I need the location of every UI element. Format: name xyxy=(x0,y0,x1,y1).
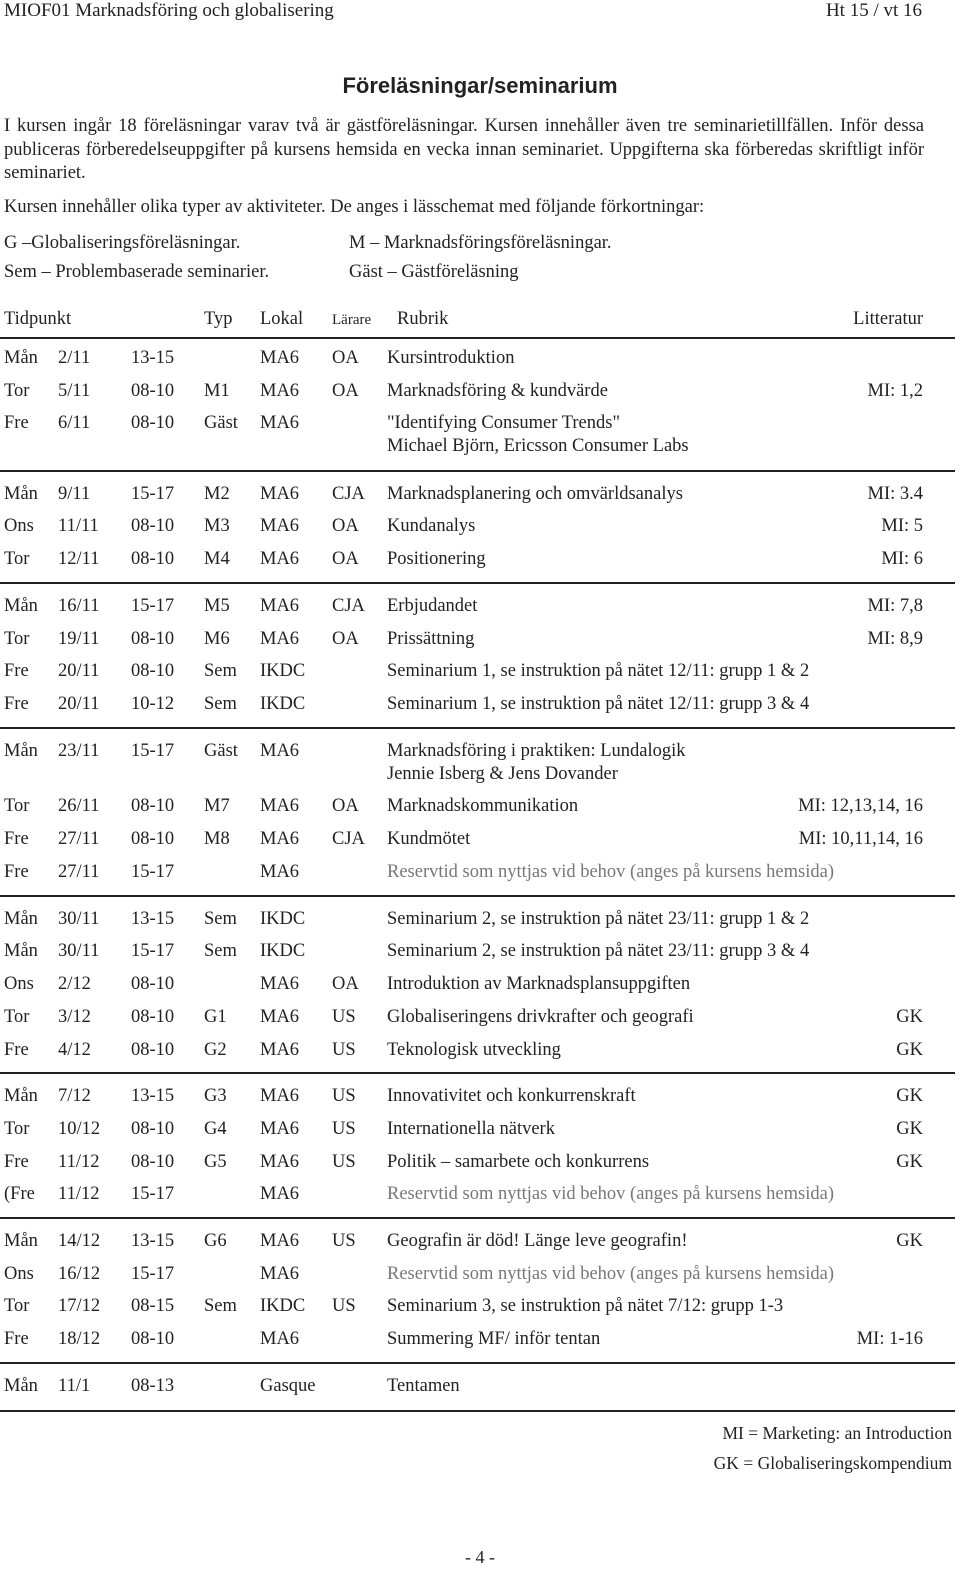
cell-lokal: MA6 xyxy=(260,348,300,368)
table-row xyxy=(0,1152,960,1178)
footnote-gk: GK = Globaliseringskompendium xyxy=(713,1453,952,1473)
cell-lokal: MA6 xyxy=(260,629,300,649)
cell-type: M8 xyxy=(204,829,230,849)
cell-rubrik xyxy=(387,829,470,850)
cell-rubrik xyxy=(387,1007,694,1028)
cell-litteratur: MI: 8,9 xyxy=(867,629,923,649)
cell-day: Ons xyxy=(4,1264,34,1284)
cell-time: 08-10 xyxy=(131,549,175,569)
cell-time: 08-10 xyxy=(131,1152,175,1172)
cell-time: 15-17 xyxy=(131,941,175,961)
cell-lokal: IKDC xyxy=(260,1296,306,1316)
cell-type: M7 xyxy=(204,796,230,816)
cell-day: Tor xyxy=(4,1007,30,1027)
cell-litteratur: MI: 10,11,14, 16 xyxy=(798,829,923,849)
table-rule xyxy=(0,727,955,729)
table-rule xyxy=(0,337,955,339)
cell-date: 4/12 xyxy=(58,1040,91,1060)
table-row xyxy=(0,1231,960,1257)
cell-time: 08-10 xyxy=(131,413,175,433)
table-row xyxy=(0,1329,960,1355)
cell-date: 30/11 xyxy=(58,909,100,929)
cell-day: Fre xyxy=(4,1040,29,1060)
cell-day: Fre xyxy=(4,1329,29,1349)
cell-date: 9/11 xyxy=(58,484,91,504)
cell-rubrik xyxy=(387,1296,783,1317)
cell-larare: US xyxy=(332,1296,356,1316)
table-row xyxy=(0,549,960,575)
table-row xyxy=(0,829,960,855)
cell-litteratur: MI: 1-16 xyxy=(856,1329,923,1349)
cell-larare: OA xyxy=(332,796,359,816)
cell-type: Sem xyxy=(204,1296,237,1316)
cell-day: Fre xyxy=(4,661,29,681)
cell-larare: US xyxy=(332,1152,356,1172)
cell-larare: OA xyxy=(332,516,359,536)
cell-time: 08-10 xyxy=(131,829,175,849)
cell-lokal: MA6 xyxy=(260,596,300,616)
cell-day: Fre xyxy=(4,694,29,714)
rubrik-text: Marknadskommunikation xyxy=(387,796,579,816)
cell-time: 13-15 xyxy=(131,348,175,368)
cell-lokal: MA6 xyxy=(260,1231,300,1251)
rubrik-text: Marknadsföring & kundvärde xyxy=(387,381,608,401)
cell-day: (Fre xyxy=(4,1184,35,1204)
cell-day: Tor xyxy=(4,1119,30,1139)
cell-time: 15-17 xyxy=(131,741,175,761)
table-row xyxy=(0,1264,960,1290)
cell-rubrik xyxy=(387,661,809,682)
cell-time: 15-17 xyxy=(131,596,175,616)
cell-time: 13-15 xyxy=(131,909,175,929)
cell-day: Ons xyxy=(4,974,34,994)
cell-larare: CJA xyxy=(332,596,365,616)
cell-type: M3 xyxy=(204,516,230,536)
rubrik-text: "Identifying Consumer Trends" xyxy=(387,413,620,433)
cell-litteratur: MI: 6 xyxy=(881,549,923,569)
header-larare: Lärare xyxy=(332,312,372,328)
cell-day: Mån xyxy=(4,1231,38,1251)
cell-type: M2 xyxy=(204,484,230,504)
cell-larare: US xyxy=(332,1040,356,1060)
cell-lokal: IKDC xyxy=(260,661,306,681)
cell-litteratur: GK xyxy=(896,1040,923,1060)
cell-rubrik xyxy=(387,484,683,505)
abbr-m: M – Marknadsföringsföreläsningar. xyxy=(349,233,612,253)
rubrik-text: Internationella nätverk xyxy=(387,1119,555,1139)
cell-larare: CJA xyxy=(332,484,365,504)
table-row xyxy=(0,661,960,687)
table-row xyxy=(0,694,960,720)
cell-time: 15-17 xyxy=(131,1184,175,1204)
cell-lokal: MA6 xyxy=(260,829,300,849)
cell-lokal: MA6 xyxy=(260,1184,300,1204)
table-row xyxy=(0,941,960,967)
cell-day: Mån xyxy=(4,596,38,616)
rubrik-text: Teknologisk utveckling xyxy=(387,1040,561,1060)
table-row xyxy=(0,796,960,822)
rubrik-text: Summering MF/ inför tentan xyxy=(387,1329,601,1349)
cell-time: 08-10 xyxy=(131,796,175,816)
table-row xyxy=(0,741,960,784)
header-typ: Typ xyxy=(204,309,233,329)
cell-time: 08-10 xyxy=(131,1119,175,1139)
table-row xyxy=(0,413,960,456)
cell-rubrik xyxy=(387,862,834,883)
cell-lokal: MA6 xyxy=(260,549,300,569)
cell-rubrik xyxy=(387,348,514,369)
cell-date: 6/11 xyxy=(58,413,91,433)
cell-day: Mån xyxy=(4,484,38,504)
cell-larare: US xyxy=(332,1119,356,1139)
page-title: Föreläsningar/seminarium xyxy=(342,73,618,98)
cell-rubrik xyxy=(387,1231,687,1252)
table-row xyxy=(0,596,960,622)
cell-rubrik xyxy=(387,1040,561,1061)
cell-rubrik xyxy=(387,1264,834,1285)
cell-larare: OA xyxy=(332,549,359,569)
cell-type: G2 xyxy=(204,1040,227,1060)
table-row xyxy=(0,1184,960,1210)
cell-time: 13-15 xyxy=(131,1231,175,1251)
cell-date: 17/12 xyxy=(58,1296,101,1316)
cell-rubrik xyxy=(387,796,578,817)
cell-type: M5 xyxy=(204,596,230,616)
cell-lokal: MA6 xyxy=(260,1329,300,1349)
rubrik-text: Politik – samarbete och konkurrens xyxy=(387,1152,650,1172)
table-rule xyxy=(0,1410,955,1412)
rubrik-text: Seminarium 1, se instruktion på nätet 12/11: grupp 3 & 4 xyxy=(387,694,810,714)
rubrik-text: Seminarium 2, se instruktion på nätet 23/11: grupp 3 & 4 xyxy=(387,941,810,961)
table-row xyxy=(0,484,960,510)
cell-time: 08-10 xyxy=(131,381,175,401)
cell-date: 11/12 xyxy=(58,1184,100,1204)
table-row xyxy=(0,974,960,1000)
cell-lokal: MA6 xyxy=(260,741,300,761)
cell-date: 11/11 xyxy=(58,516,99,536)
cell-type: Sem xyxy=(204,661,237,681)
cell-rubrik xyxy=(387,941,809,962)
cell-day: Mån xyxy=(4,1086,38,1106)
cell-date: 5/11 xyxy=(58,381,91,401)
cell-rubrik xyxy=(387,1376,460,1397)
cell-litteratur: GK xyxy=(896,1086,923,1106)
cell-date: 18/12 xyxy=(58,1329,101,1349)
cell-day: Fre xyxy=(4,413,29,433)
cell-litteratur: MI: 5 xyxy=(881,516,923,536)
cell-time: 08-10 xyxy=(131,516,175,536)
rubrik-text: Marknadsplanering och omvärldsanalys xyxy=(387,484,683,504)
table-rule xyxy=(0,470,955,472)
table-row xyxy=(0,1119,960,1145)
table-row xyxy=(0,1007,960,1033)
cell-date: 20/11 xyxy=(58,694,100,714)
cell-type: Gäst xyxy=(204,413,238,433)
table-header xyxy=(0,309,960,335)
cell-rubrik xyxy=(387,741,686,785)
rubrik-subtext: Michael Björn, Ericsson Consumer Labs xyxy=(387,436,689,456)
cell-day: Ons xyxy=(4,516,34,536)
table-row xyxy=(0,381,960,407)
cell-day: Mån xyxy=(4,1376,38,1396)
cell-rubrik xyxy=(387,1152,649,1173)
cell-date: 10/12 xyxy=(58,1119,101,1139)
cell-rubrik xyxy=(387,629,474,650)
cell-date: 26/11 xyxy=(58,796,100,816)
cell-time: 08-10 xyxy=(131,661,175,681)
table-row xyxy=(0,862,960,888)
cell-larare: US xyxy=(332,1086,356,1106)
rubrik-text: Tentamen xyxy=(387,1376,460,1396)
rubrik-text: Seminarium 2, se instruktion på nätet 23/11: grupp 1 & 2 xyxy=(387,909,810,929)
cell-time: 08-13 xyxy=(131,1376,175,1396)
cell-day: Fre xyxy=(4,1152,29,1172)
cell-larare: OA xyxy=(332,629,359,649)
cell-type: Sem xyxy=(204,941,237,961)
intro-abbreviation-line: Kursen innehåller olika typer av aktiviteter. De anges i lässchemat med följande förkortningar: xyxy=(4,197,705,217)
rubrik-text: Geografin är död! Länge leve geografin! xyxy=(387,1231,688,1251)
cell-date: 11/1 xyxy=(58,1376,91,1396)
cell-time: 08-10 xyxy=(131,1329,175,1349)
cell-day: Tor xyxy=(4,381,30,401)
cell-date: 14/12 xyxy=(58,1231,101,1251)
cell-date: 2/11 xyxy=(58,348,91,368)
cell-date: 3/12 xyxy=(58,1007,91,1027)
table-rule xyxy=(0,1217,955,1219)
cell-rubrik xyxy=(387,909,809,930)
header-rubrik: Rubrik xyxy=(397,309,449,329)
cell-litteratur: MI: 3.4 xyxy=(867,484,923,504)
cell-lokal: MA6 xyxy=(260,1119,300,1139)
cell-date: 16/12 xyxy=(58,1264,101,1284)
cell-type: G3 xyxy=(204,1086,227,1106)
rubrik-text: Introduktion av Marknadsplansuppgiften xyxy=(387,974,691,994)
rubrik-text: Reservtid som nyttjas vid behov (anges på kursens hemsida) xyxy=(387,1184,834,1204)
cell-larare: CJA xyxy=(332,829,365,849)
table-rule xyxy=(0,582,955,584)
page-number: - 4 - xyxy=(465,1547,495,1567)
rubrik-text: Seminarium 1, se instruktion på nätet 12/11: grupp 1 & 2 xyxy=(387,661,810,681)
cell-rubrik xyxy=(387,1086,636,1107)
cell-rubrik xyxy=(387,381,608,402)
cell-lokal: IKDC xyxy=(260,941,306,961)
cell-time: 15-17 xyxy=(131,484,175,504)
rubrik-subtext: Jennie Isberg & Jens Dovander xyxy=(387,764,618,784)
cell-time: 08-10 xyxy=(131,1040,175,1060)
rubrik-text: Erbjudandet xyxy=(387,596,478,616)
rubrik-text: Reservtid som nyttjas vid behov (anges på kursens hemsida) xyxy=(387,1264,834,1284)
cell-lokal: IKDC xyxy=(260,694,306,714)
cell-larare: US xyxy=(332,1007,356,1027)
cell-larare: OA xyxy=(332,974,359,994)
table-rule xyxy=(0,1362,955,1364)
rubrik-text: Positionering xyxy=(387,549,486,569)
cell-lokal: IKDC xyxy=(260,909,306,929)
abbr-g: G –Globaliseringsföreläsningar. xyxy=(4,233,241,253)
cell-date: 16/11 xyxy=(58,596,100,616)
cell-day: Mån xyxy=(4,941,38,961)
cell-rubrik xyxy=(387,974,690,995)
cell-time: 15-17 xyxy=(131,862,175,882)
cell-date: 20/11 xyxy=(58,661,100,681)
table-row xyxy=(0,516,960,542)
table-row xyxy=(0,1296,960,1322)
cell-litteratur: MI: 12,13,14, 16 xyxy=(798,796,923,816)
cell-rubrik xyxy=(387,549,486,570)
cell-lokal: MA6 xyxy=(260,1264,300,1284)
cell-lokal: MA6 xyxy=(260,974,300,994)
cell-larare: OA xyxy=(332,348,359,368)
cell-time: 13-15 xyxy=(131,1086,175,1106)
cell-time: 08-10 xyxy=(131,1007,175,1027)
cell-type: M6 xyxy=(204,629,230,649)
cell-date: 2/12 xyxy=(58,974,91,994)
cell-litteratur: MI: 7,8 xyxy=(867,596,923,616)
table-row xyxy=(0,348,960,374)
cell-date: 11/12 xyxy=(58,1152,100,1172)
cell-type: Gäst xyxy=(204,741,238,761)
cell-lokal: MA6 xyxy=(260,1086,300,1106)
rubrik-text: Marknadsföring i praktiken: Lundalogik xyxy=(387,741,686,761)
cell-lokal: MA6 xyxy=(260,1040,300,1060)
cell-time: 15-17 xyxy=(131,1264,175,1284)
cell-type: G6 xyxy=(204,1231,227,1251)
table-rule xyxy=(0,1072,955,1074)
cell-type: Sem xyxy=(204,694,237,714)
cell-litteratur: MI: 1,2 xyxy=(867,381,923,401)
cell-date: 23/11 xyxy=(58,741,100,761)
cell-lokal: MA6 xyxy=(260,796,300,816)
cell-time: 10-12 xyxy=(131,694,175,714)
course-title: MIOF01 Marknadsföring och globalisering xyxy=(4,0,334,21)
cell-rubrik xyxy=(387,1329,600,1350)
cell-day: Tor xyxy=(4,549,30,569)
cell-litteratur: GK xyxy=(896,1231,923,1251)
cell-type: Sem xyxy=(204,909,237,929)
abbr-sem: Sem – Problembaserade seminarier. xyxy=(4,262,270,282)
rubrik-text: Innovativitet och konkurrenskraft xyxy=(387,1086,636,1106)
cell-date: 27/11 xyxy=(58,829,100,849)
cell-day: Tor xyxy=(4,1296,30,1316)
cell-time: 08-10 xyxy=(131,974,175,994)
cell-date: 30/11 xyxy=(58,941,100,961)
cell-lokal: MA6 xyxy=(260,413,300,433)
cell-day: Fre xyxy=(4,829,29,849)
cell-larare: OA xyxy=(332,381,359,401)
cell-date: 7/12 xyxy=(58,1086,91,1106)
header-tidpunkt: Tidpunkt xyxy=(4,309,72,329)
cell-lokal: MA6 xyxy=(260,1152,300,1172)
cell-date: 19/11 xyxy=(58,629,100,649)
cell-day: Mån xyxy=(4,909,38,929)
rubrik-text: Kundanalys xyxy=(387,516,476,536)
page-header xyxy=(4,0,922,26)
cell-lokal: MA6 xyxy=(260,516,300,536)
cell-day: Tor xyxy=(4,796,30,816)
table-row xyxy=(0,909,960,935)
cell-type: M4 xyxy=(204,549,230,569)
cell-date: 27/11 xyxy=(58,862,100,882)
rubrik-text: Globaliseringens drivkrafter och geografi xyxy=(387,1007,694,1027)
cell-date: 12/11 xyxy=(58,549,100,569)
table-rule xyxy=(0,895,955,897)
cell-rubrik xyxy=(387,413,689,457)
header-lokal: Lokal xyxy=(260,309,304,329)
cell-lokal: MA6 xyxy=(260,484,300,504)
rubrik-text: Reservtid som nyttjas vid behov (anges på kursens hemsida) xyxy=(387,862,834,882)
cell-litteratur: GK xyxy=(896,1152,923,1172)
term-label: Ht 15 / vt 16 xyxy=(825,0,922,21)
cell-lokal: Gasque xyxy=(260,1376,316,1396)
rubrik-text: Seminarium 3, se instruktion på nätet 7/12: grupp 1-3 xyxy=(387,1296,784,1316)
cell-type: G4 xyxy=(204,1119,227,1139)
cell-day: Tor xyxy=(4,629,30,649)
cell-litteratur: GK xyxy=(896,1119,923,1139)
table-row xyxy=(0,629,960,655)
cell-lokal: MA6 xyxy=(260,862,300,882)
table-row xyxy=(0,1376,960,1402)
cell-type: G5 xyxy=(204,1152,227,1172)
cell-rubrik xyxy=(387,1119,555,1140)
cell-rubrik xyxy=(387,1184,834,1205)
cell-lokal: MA6 xyxy=(260,1007,300,1027)
cell-day: Mån xyxy=(4,348,38,368)
table-row xyxy=(0,1086,960,1112)
cell-rubrik xyxy=(387,694,809,715)
cell-litteratur: GK xyxy=(896,1007,923,1027)
intro-paragraph: I kursen ingår 18 föreläsningar varav två är gästföreläsningar. Kursen innehåller även tre seminarietillfällen. Inför dessa publiceras förberedelseuppgifter på kursens hemsida en vecka innan seminariet. Uppgifterna ska förberedas skriftligt inför seminariet. xyxy=(4,116,924,183)
intro-text xyxy=(4,115,924,186)
cell-time: 08-15 xyxy=(131,1296,175,1316)
abbr-gast: Gäst – Gästföreläsning xyxy=(349,262,519,282)
cell-larare: US xyxy=(332,1231,356,1251)
header-litteratur: Litteratur xyxy=(853,309,923,329)
cell-type: G1 xyxy=(204,1007,227,1027)
cell-day: Fre xyxy=(4,862,29,882)
rubrik-text: Kundmötet xyxy=(387,829,471,849)
rubrik-text: Kursintroduktion xyxy=(387,348,515,368)
cell-type: M1 xyxy=(204,381,230,401)
footnote-mi: MI = Marketing: an Introduction xyxy=(722,1423,952,1443)
cell-rubrik xyxy=(387,596,477,617)
cell-time: 08-10 xyxy=(131,629,175,649)
cell-lokal: MA6 xyxy=(260,381,300,401)
rubrik-text: Prissättning xyxy=(387,629,475,649)
cell-day: Mån xyxy=(4,741,38,761)
table-row xyxy=(0,1040,960,1066)
cell-rubrik xyxy=(387,516,475,537)
